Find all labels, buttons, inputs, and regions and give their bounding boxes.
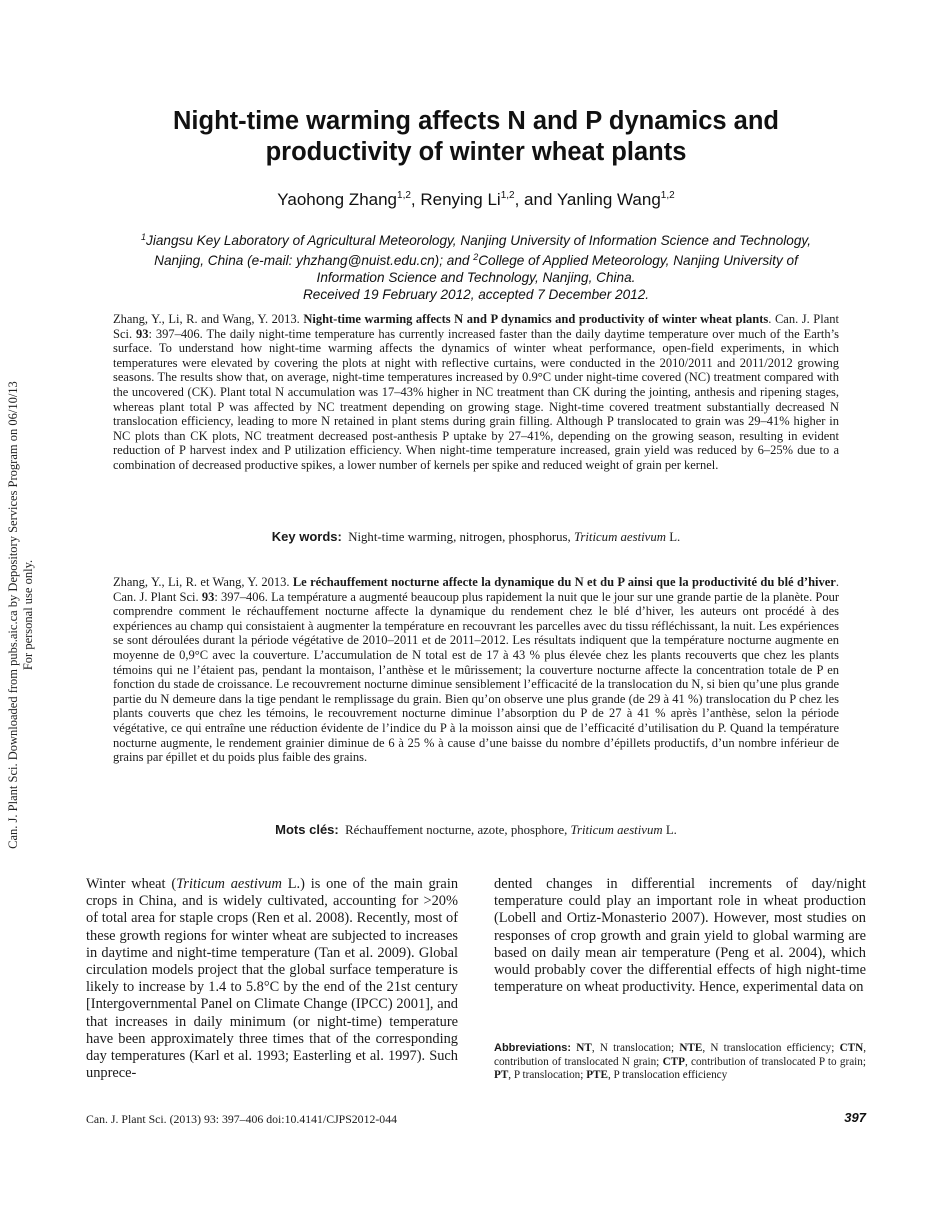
abbr-term: PT <box>494 1069 509 1082</box>
keywords-suffix: L. <box>666 530 681 544</box>
affil-sup-2: 2 <box>473 252 479 262</box>
download-notice-line2: For personal use only. <box>21 559 35 671</box>
author-affil-sup: 1,2 <box>500 190 515 201</box>
abstract-citation-title: Night-time warming affects N and P dynamics and productivity of winter wheat plants <box>303 312 769 326</box>
body-column-right: dented changes in differential increments of day/night temperature could play an important role in wheat production (Lobell and Ortiz-Monasterio 2007). However, most studies on responses of crop growth and grain yield to global warming are based on daily mean air temperature (Peng et al. 2004), which would probably cover the differential effects of high night-time temperature on wheat productivity. Hence, experimental data on <box>494 876 866 996</box>
abbr-def: , contribution of translocated N grain; <box>494 1042 866 1068</box>
download-notice-sidebar <box>6 320 42 910</box>
author-affil-sup: 1,2 <box>660 190 675 201</box>
body-text: L.) is one of the main grain crops in China, and is widely cultivated, accounting for >20% of total area for staple crops (Ren et al. 2008). Recently, most of these growth regions for winter wheat are subjected to increases in daytime and night-time temperature (Tan et al. 2009). Global circulation models project that the global surface temperature is likely to increase by 1.4 to 5.8°C by the end of the 21st century [Intergovernmental Panel on Climate Change (IPCC) 2001], and that increases in daily minimum (or night-time) temperature have been approximately three times that of the corresponding day temperatures (Karl et al. 1993; Easterling et al. 1997). Such unprece- <box>86 876 459 1082</box>
abbr-def: , P translocation efficiency <box>607 1069 728 1082</box>
affiliation-part1: Jiangsu Key Laboratory of Agricultural Meteorology, Nanjing University of Information Science and Technology, Nanjing, China (e-mail: yhzhang@nuist.edu.cn); and <box>146 233 811 268</box>
keywords-french <box>113 822 839 838</box>
abstract-volume: 93 <box>201 589 215 604</box>
affiliation-block <box>120 229 832 303</box>
abstract-volume: 93 <box>136 326 149 341</box>
author-list <box>120 190 832 210</box>
abbr-term: PTE <box>586 1069 608 1082</box>
keywords-english <box>113 529 839 545</box>
abbreviations-label: Abbreviations: <box>494 1042 572 1054</box>
abstract-journal: . Can. J. Plant Sci. <box>113 575 839 604</box>
author-name: Renying Li <box>420 190 501 209</box>
abbr-def: , N translocation; <box>591 1042 680 1054</box>
abbr-term: NTE <box>679 1042 703 1054</box>
received-dates: Received 19 February 2012, accepted 7 December 2012. <box>302 287 650 302</box>
keywords-terms: Night-time warming, nitrogen, phosphorus, <box>348 530 574 544</box>
abbr-term: CTN <box>839 1042 864 1054</box>
abbr-def: , contribution of translocated P to grain; <box>684 1055 866 1068</box>
abstract-journal: . Can. J. Plant Sci. <box>113 312 839 341</box>
keywords-label: Mots clés: <box>275 822 339 837</box>
author-separator: , and <box>514 190 557 209</box>
keywords-suffix: L. <box>662 823 677 837</box>
keywords-species: Triticum aestivum <box>570 823 663 837</box>
download-notice-text <box>6 320 36 910</box>
abstract-citation: Zhang, Y., Li, R. and Wang, Y. 2013. <box>113 312 304 326</box>
author-name: Yaohong Zhang <box>277 190 398 209</box>
author-separator: , <box>410 190 421 209</box>
abbr-term: CTP <box>662 1055 685 1068</box>
keywords-species: Triticum aestivum <box>573 530 667 544</box>
body-species: Triticum aestivum <box>176 876 282 892</box>
download-notice-line1: Can. J. Plant Sci. Downloaded from pubs.aic.ca by Depository Services Program on 06/10/13 <box>6 381 20 849</box>
abstract-citation-title: Le réchauffement nocturne affecte la dynamique du N et du P ainsi que la productivité du blé d’hiver <box>292 575 836 589</box>
author-affil-sup: 1,2 <box>397 190 411 201</box>
abstract-french <box>113 575 839 765</box>
author-name: Yanling Wang <box>556 190 661 209</box>
keywords-terms: Réchauffement nocturne, azote, phosphore, <box>345 823 571 837</box>
abbr-def: , N translocation efficiency; <box>702 1042 840 1054</box>
paper-title: Night-time warming affects N and P dynamics and productivity of winter wheat plants <box>173 107 779 166</box>
abbr-def: , P translocation; <box>508 1069 587 1082</box>
affil-sup-1: 1 <box>141 232 147 242</box>
body-column-left <box>86 876 458 1082</box>
footer-citation: Can. J. Plant Sci. (2013) 93: 397–406 doi:10.4141/CJPS2012-044 <box>86 1112 397 1126</box>
affiliation-part2: College of Applied Meteorology, Nanjing University of Information Science and Technology, Nanjing, China. <box>316 253 798 285</box>
body-text: Winter wheat ( <box>86 876 177 892</box>
abbr-term: NT <box>576 1042 592 1054</box>
abstract-citation: Zhang, Y., Li, R. et Wang, Y. 2013. <box>113 575 293 589</box>
abstract-english <box>113 312 839 473</box>
abbreviations-footnote <box>494 1042 866 1083</box>
keywords-label: Key words: <box>271 529 342 544</box>
abstract-body: : 397–406. The daily night-time temperature has currently increased faster than the daily daytime temperature over much of the Earth’s surface. To understand how night-time warming affects the dynamics of winter wheat performance, open-field experiments, in which temperatures were elevated by covering the plots at night with reflective curtains, were conducted in the 2010/2011 and 2011/2012 growing seasons. The results show that, on average, night-time temperatures increased by 0.9°C under night-time covered (NC) treatment compared with the uncovered (CK). Plant total N accumulation was 17–43% higher in NC treatment than CK during the jointing, anthesis and ripening stages, whereas plant total P was affected by NC treatment depending on growing stage. Night-time covered treatment substantially decreased N translocation efficiency, leading to more N retained in plant stems during grain filling. Although P translocated to grain was 29–41% higher in NC plots than CK plots, NC treatment decreased post-anthesis P uptake by 27–41%, depending on the growing season, resulting in evident reduction of P harvest index and P utilization efficiency. When night-time temperature increased, grain yield was reduced by 6–25% due to a combination of decreased productive spikes, a lower number of kernels per spike and reduced weight of grain per kernel. <box>113 326 839 472</box>
page-number: 397 <box>844 1110 866 1125</box>
abstract-body: : 397–406. La température a augmenté beaucoup plus rapidement la nuit que le jour sur une grande partie de la planète. Pour comprendre comment le réchauffement nocturne affecte la dynamique du rendement chez le blé d’hiver, les auteurs ont procédé à des expériences au champ qui consistaient à augmenter la température en recouvrant les parcelles avec du tissu réfléchissant, la nuit. Les expériences se sont déroulées durant la période végétative de 2010–2011 et de 2011–2012. Les résultats indiquent que la température nocturne augmente en moyenne de 0,9°C avec la couverture. L’accumulation de N total est de 17 à 43 % plus élevée chez les plants recouverts que chez les plants témoins qui ne l’étaient pas, pendant la montaison, l’anthèse et le mûrissement; la couverture nocturne affecte la concentration totale de P en fonction du stade de croissance. Le recouvrement nocturne diminue sensiblement l’efficacité de la translocation du N, si bien qu’une plus grande partie du N demeure dans la tige pendant le remplissage du grain. Bien qu’on observe une plus grande (de 29 à 41 %) translocation du P chez les plants couverts que chez les témoins, le recouvrement nocturne diminue l’absorption du P de 27 à 41 % après l’anthèse, selon la période végétative, ce qui entraîne une réduction évidente de l’indice du P à la moisson ainsi que de l’efficacité d’utilisation du P. Quand la température nocturne augmente, le rendement grainier diminue de 6 à 25 % à cause d’une baisse du nombre d’épillets productifs, d’un nombre inférieur de grains par épillet et du poids plus faible des grains. <box>113 589 840 765</box>
